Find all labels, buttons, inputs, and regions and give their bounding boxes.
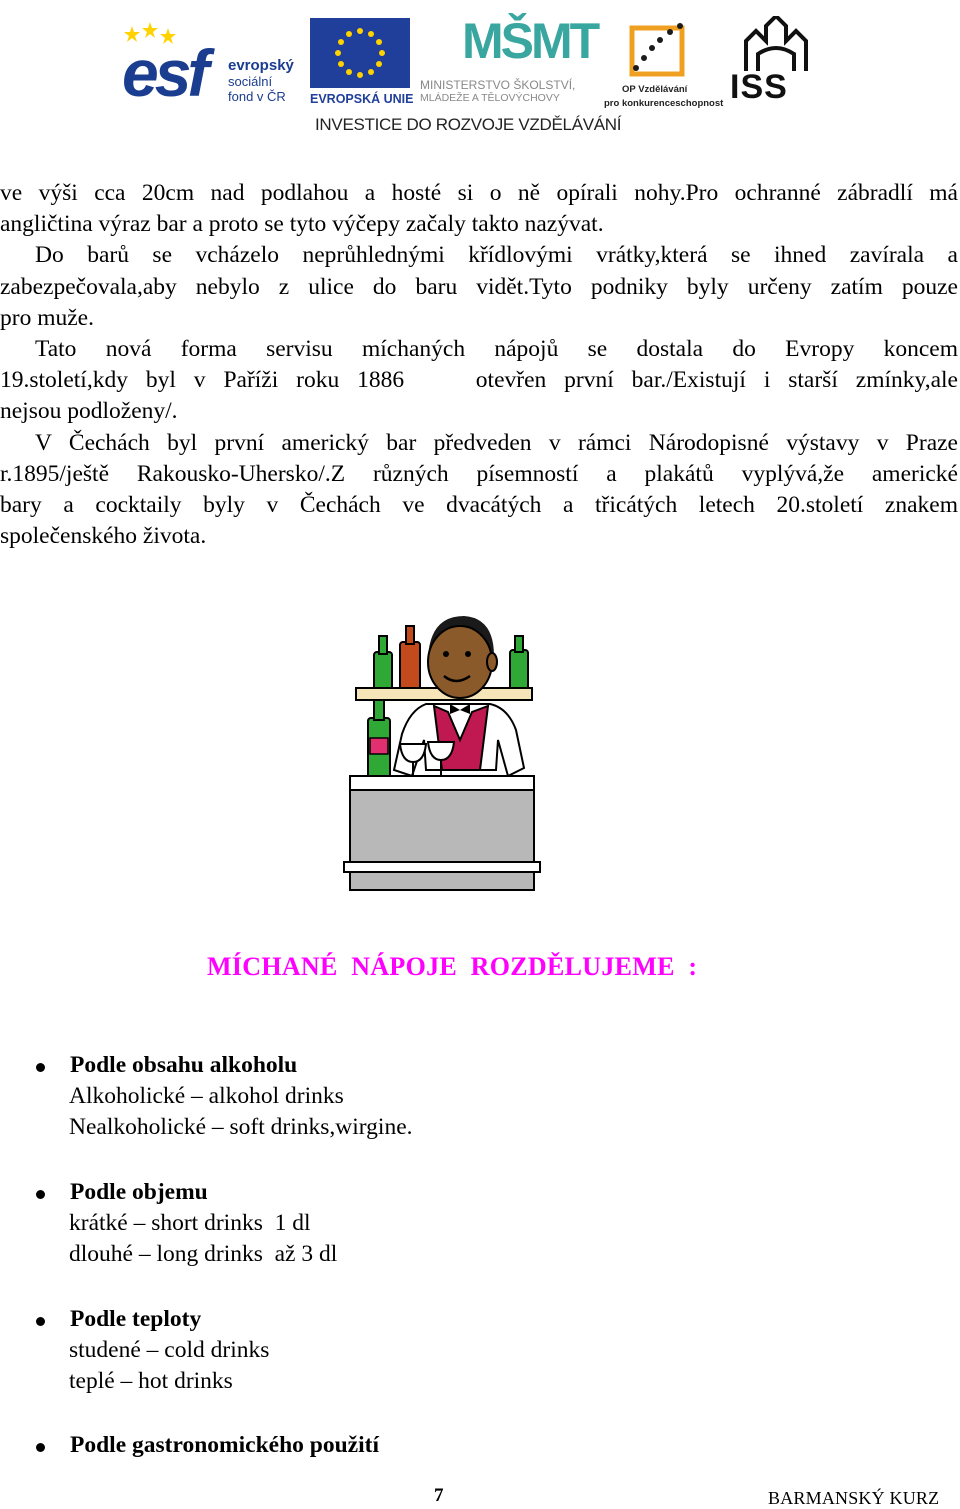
op-line1: OP Vzdělávání: [622, 84, 688, 95]
msmt-logo: [420, 12, 600, 107]
paragraph-1: [0, 178, 958, 240]
iss-mark: ISS: [730, 68, 788, 106]
bullet-icon: [36, 1063, 45, 1072]
list-item: [0, 1177, 700, 1272]
list-item: [0, 1050, 700, 1145]
esf-line1: evropský: [228, 57, 294, 74]
list-item: [0, 1430, 700, 1464]
list-item: [0, 1304, 700, 1399]
paragraph-2: [0, 240, 958, 334]
list-item-title: Podle obsahu alkoholu: [70, 1052, 298, 1078]
esf-line2: sociální: [228, 74, 273, 89]
list-item-line: Alkoholické – alkohol drinks: [69, 1083, 344, 1109]
bartender-illustration: [330, 600, 570, 900]
list-item-title: Podle teploty: [70, 1306, 202, 1332]
p2-line-1: Do barů se vcházelo neprůhlednými křídlovými vrátky,která se ihned zavírala a: [35, 242, 958, 269]
list-item-line: dlouhé – long drinks až 3 dl: [69, 1241, 338, 1267]
banner-caption: INVESTICE DO ROZVOJE VZDĚLÁVÁNÍ: [315, 115, 622, 134]
page-number: 7: [434, 1485, 444, 1506]
eu-logo: [310, 18, 412, 108]
op-square-icon: [624, 20, 694, 82]
p4-line-4: společenského života.: [0, 523, 207, 550]
hand-bottle: [368, 700, 390, 780]
msmt-line1: MINISTERSTVO ŠKOLSTVÍ,: [420, 78, 576, 92]
p2-line-3: pro muže.: [0, 304, 94, 331]
paragraph-4: [0, 428, 958, 553]
list-item-line: Nealkoholické – soft drinks,wirgine.: [69, 1114, 413, 1140]
op-line2: pro konkurenceschopnost: [604, 98, 724, 109]
eu-flag-icon: [310, 18, 410, 88]
p3-line-1: Tato nová forma servisu míchaných nápojů se dostala do Evropy koncem: [35, 336, 958, 363]
bullet-icon: [36, 1190, 45, 1199]
esf-line3: fond v ČR: [228, 89, 286, 104]
footer-title: BARMANSKÝ KURZ: [768, 1488, 940, 1508]
bullet-icon: [36, 1317, 45, 1326]
list-item-line: studené – cold drinks: [69, 1337, 270, 1363]
msmt-line2: MLÁDEŽE A TĚLOVÝCHOVY: [420, 92, 560, 104]
p2-line-2: zabezpečovala,aby nebylo z ulice do baru vidět.Tyto podniky byly určeny zatím pouze: [0, 273, 958, 300]
list-item-title: Podle gastronomického použití: [70, 1432, 379, 1458]
logo-banner: [120, 12, 840, 137]
esf-logo: [120, 17, 305, 110]
list-item-line: teplé – hot drinks: [69, 1368, 233, 1394]
msmt-mark: MŠMT: [462, 13, 598, 69]
bullet-icon: [36, 1443, 45, 1452]
bar-counter: [344, 776, 540, 890]
eu-caption: EVROPSKÁ UNIE: [310, 92, 414, 106]
esf-mark: esf: [122, 36, 206, 110]
p4-line-2: r.1895/ještě Rakousko-Uhersko/.Z různých písemností a plakátů vyplývá,že americké: [0, 460, 958, 487]
list-item-title: Podle objemu: [70, 1179, 208, 1205]
p1-line-2: angličtina výraz bar a proto se tyto výčepy začaly takto nazývat.: [0, 211, 604, 238]
paragraph-3: [0, 334, 958, 428]
p4-line-3: bary a cocktaily byly v Čechách ve dvacátých a třicátých letech 20.století znakem: [0, 492, 958, 519]
p4-line-1: V Čechách byl první americký bar předveden v rámci Národopisné výstavy v Praze: [35, 429, 958, 456]
p3-line-2: 19.století,kdy byl v Paříži roku 1886 otevřen první bar./Existují i starší zmínky,ale: [0, 367, 958, 394]
op-logo: [602, 20, 724, 110]
p3-line-3: nejsou podloženy/.: [0, 398, 178, 425]
body-text: [0, 178, 958, 552]
section-heading: MÍCHANÉ NÁPOJE ROZDĚLUJEME :: [207, 952, 698, 981]
list-item-line: krátké – short drinks 1 dl: [69, 1210, 311, 1236]
iss-logo: [730, 16, 830, 108]
iss-building-icon: [736, 16, 816, 76]
p1-line-1: ve výši cca 20cm nad podlahou a hosté si o ně opírali nohy.Pro ochranné zábradlí má: [0, 180, 958, 206]
bartender-head: [428, 616, 497, 698]
